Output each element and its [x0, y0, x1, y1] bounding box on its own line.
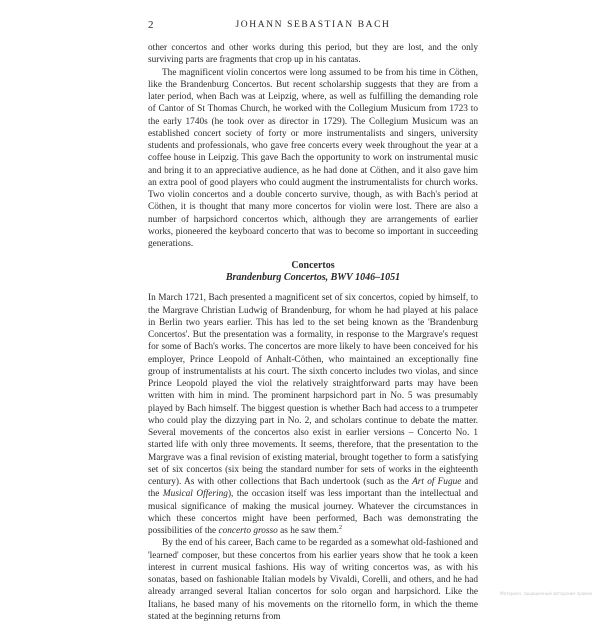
work-title: Art of Fugue: [412, 477, 462, 487]
section-title: Concertos: [291, 260, 335, 272]
text-run: as he saw them.: [277, 526, 340, 536]
page-number: 2: [148, 19, 154, 31]
section-subtitle: Brandenburg Concertos, BWV 1046–1051: [225, 272, 401, 284]
running-head: JOHANN SEBASTIAN BACH: [235, 20, 391, 30]
work-title: Musical Offering: [162, 489, 228, 500]
paragraph: [148, 292, 478, 537]
page-header: [148, 19, 478, 33]
footnote-reference: 2: [339, 524, 343, 531]
text-run: and the: [148, 477, 478, 500]
paragraph: The magnificent violin concertos were long assumed to be from his time in Cöthen, like the Brandenburg Concertos. But recent scholarship suggests that they are from a later period, when Bach was at Leipzig, where, as well as fulfilling the demanding role of Cantor of St Thomas Church, he worked with the Collegium Musicum from 1723 to the early 1740s (he took over as director in 1729). The Collegium Musicum was an established concert society of forty or more instrumentalists and singers, university students and professionals, who gave free concerts every week throughout the year at a coffee house in Leipzig. This gave Bach the opportunity to work on instrumental music and bring it to an appreciative audience, as he had done at Cöthen, and it also gave him an extra pool of good players who could augment the instrumentalists for church works. Two violin concertos and a double concerto survive, though, as with Bach's period at Cöthen, it is thought that many more concertos for violin were lost. There are also a number of harpsichord concertos which, although they are arrangements of earlier works, pioneered the keyboard concerto that was to become so important in succeeding generations.: [148, 67, 478, 249]
italic-term: concerto grosso: [218, 526, 278, 536]
paragraph: other concertos and other works during this period, but they are lost, and the only surviving parts are fragments that crop up in his cantatas.: [148, 43, 478, 66]
text-run: ), the occasion itself was less important than the intellectual and musical significance of making the musical journey. Whatever the circumstances in which these concertos might have been performed, Bach was demonstrating the possibilities of the: [148, 489, 479, 536]
text-run: In March 1721, Bach presented a magnificent set of six concertos, copied by himself, to the Margrave Christian Ludwig of Brandenburg, for whom he had played at his palace in Berlin two years earlier. This has led to the set being known as the 'Brandenburg Concertos'. But the presentation was a formality, in response to the Margrave's request for some of Bach's works. The concertos are more likely to have been conceived for his employer, Prince Leopold of Anhalt-Cöthen, who maintained an exceptionally fine group of instrumentalists at his court. The sixth concerto includes two violas, and since Prince Leopold played the viol the relatively straightforward parts may have been written with him in mind. The prominent harpsichord part in No. 5 was presumably played by Bach himself. The biggest question is whether Bach had access to a trumpeter who could play the dizzying part in No. 2, and scholars continue to debate the matter. Several movements of the concertos also exist in earlier versions – Concerto No. 1 started life with only three movements. It seems, therefore, that the presentation to the Margrave was a final revision of existing material, brought together to form a satisfying set of six concertos (six being the standard number for sets of works in the eighteenth century). As with other collections that Bach undertook (such as the: [148, 293, 478, 487]
page-body: [148, 42, 478, 623]
paragraph: By the end of his career, Bach came to be regarded as a somewhat old-fashioned and 'learned' composer, but these concertos from his earlier years show that he took a keen interest in current musical fashions. His way of writing concertos was, as with his sonatas, based on fashionable Italian models by Vivaldi, Corelli, and others, and he had already arranged several Italian concertos for solo organ and harpsichord. Like the Italians, he based many of his movements on the ritornello form, in which the theme stated at the beginning returns from: [148, 538, 478, 622]
copyright-watermark: Материал, защищенный авторским правом: [500, 591, 592, 596]
